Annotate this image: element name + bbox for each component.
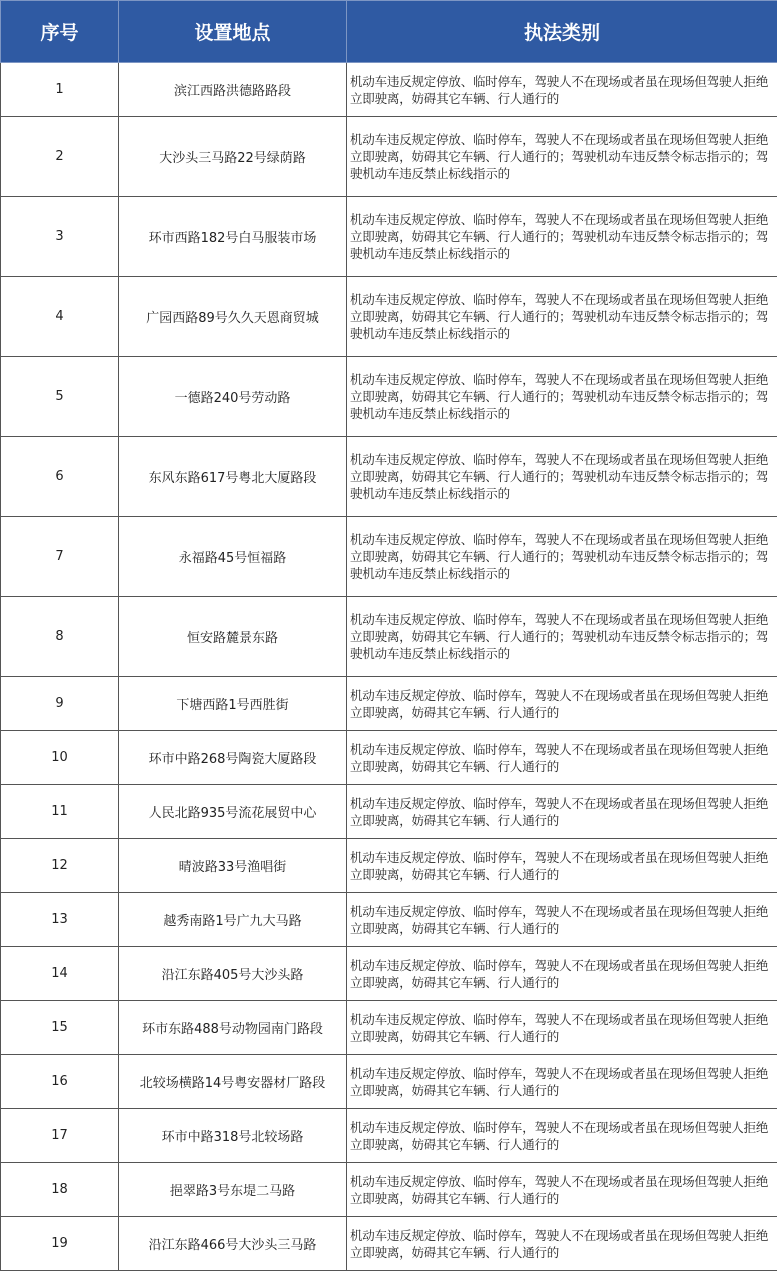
row-index: 1 [1,63,119,117]
row-category: 机动车违反规定停放、临时停车，驾驶人不在现场或者虽在现场但驾驶人拒绝立即驶离，妨碍其它车辆、行人通行的 [347,1109,777,1163]
header-location: 设置地点 [119,1,347,63]
row-index: 4 [1,277,119,357]
row-index: 2 [1,117,119,197]
table-row [1,731,777,785]
row-index: 13 [1,893,119,947]
table-row [1,1109,777,1163]
row-location: 越秀南路1号广九大马路 [119,893,347,947]
row-category: 机动车违反规定停放、临时停车，驾驶人不在现场或者虽在现场但驾驶人拒绝立即驶离，妨碍其它车辆、行人通行的；驾驶机动车违反禁令标志指示的；驾驶机动车违反禁止标线指示的 [347,597,777,677]
row-location: 东风东路617号粤北大厦路段 [119,437,347,517]
row-location: 环市中路318号北较场路 [119,1109,347,1163]
row-category: 机动车违反规定停放、临时停车，驾驶人不在现场或者虽在现场但驾驶人拒绝立即驶离，妨碍其它车辆、行人通行的；驾驶机动车违反禁令标志指示的；驾驶机动车违反禁止标线指示的 [347,277,777,357]
row-category: 机动车违反规定停放、临时停车，驾驶人不在现场或者虽在现场但驾驶人拒绝立即驶离，妨碍其它车辆、行人通行的；驾驶机动车违反禁令标志指示的；驾驶机动车违反禁止标线指示的 [347,357,777,437]
row-category: 机动车违反规定停放、临时停车，驾驶人不在现场或者虽在现场但驾驶人拒绝立即驶离，妨碍其它车辆、行人通行的 [347,785,777,839]
row-location: 环市中路268号陶瓷大厦路段 [119,731,347,785]
row-index: 18 [1,1163,119,1217]
row-category: 机动车违反规定停放、临时停车，驾驶人不在现场或者虽在现场但驾驶人拒绝立即驶离，妨碍其它车辆、行人通行的 [347,839,777,893]
row-index: 11 [1,785,119,839]
row-index: 6 [1,437,119,517]
table-row [1,357,777,437]
header-index: 序号 [1,1,119,63]
row-location: 恒安路麓景东路 [119,597,347,677]
row-index: 9 [1,677,119,731]
table-header [1,1,777,63]
row-index: 19 [1,1217,119,1271]
row-location: 挹翠路3号东堤二马路 [119,1163,347,1217]
row-location: 人民北路935号流花展贸中心 [119,785,347,839]
table-row [1,63,777,117]
row-category: 机动车违反规定停放、临时停车，驾驶人不在现场或者虽在现场但驾驶人拒绝立即驶离，妨碍其它车辆、行人通行的 [347,1001,777,1055]
row-location: 沿江东路466号大沙头三马路 [119,1217,347,1271]
row-category: 机动车违反规定停放、临时停车，驾驶人不在现场或者虽在现场但驾驶人拒绝立即驶离，妨碍其它车辆、行人通行的；驾驶机动车违反禁令标志指示的；驾驶机动车违反禁止标线指示的 [347,437,777,517]
table-row [1,1055,777,1109]
header-category: 执法类别 [347,1,777,63]
row-category: 机动车违反规定停放、临时停车，驾驶人不在现场或者虽在现场但驾驶人拒绝立即驶离，妨碍其它车辆、行人通行的；驾驶机动车违反禁令标志指示的；驾驶机动车违反禁止标线指示的 [347,197,777,277]
row-location: 大沙头三马路22号绿荫路 [119,117,347,197]
row-index: 15 [1,1001,119,1055]
table-row [1,947,777,1001]
row-location: 一德路240号劳动路 [119,357,347,437]
row-location: 滨江西路洪德路路段 [119,63,347,117]
row-location: 广园西路89号久久天恩商贸城 [119,277,347,357]
row-location: 环市西路182号白马服装市场 [119,197,347,277]
table-row [1,437,777,517]
header-row [1,1,777,63]
row-index: 17 [1,1109,119,1163]
row-index: 7 [1,517,119,597]
table-body [1,63,777,1271]
row-category: 机动车违反规定停放、临时停车，驾驶人不在现场或者虽在现场但驾驶人拒绝立即驶离，妨碍其它车辆、行人通行的；驾驶机动车违反禁令标志指示的；驾驶机动车违反禁止标线指示的 [347,517,777,597]
row-index: 12 [1,839,119,893]
row-index: 16 [1,1055,119,1109]
table-row [1,1001,777,1055]
row-location: 环市东路488号动物园南门路段 [119,1001,347,1055]
table-row [1,197,777,277]
row-location: 北较场横路14号粤安器材厂路段 [119,1055,347,1109]
row-category: 机动车违反规定停放、临时停车，驾驶人不在现场或者虽在现场但驾驶人拒绝立即驶离，妨碍其它车辆、行人通行的 [347,63,777,117]
row-category: 机动车违反规定停放、临时停车，驾驶人不在现场或者虽在现场但驾驶人拒绝立即驶离，妨碍其它车辆、行人通行的；驾驶机动车违反禁令标志指示的；驾驶机动车违反禁止标线指示的 [347,117,777,197]
table-row [1,893,777,947]
table-row [1,677,777,731]
table-row [1,517,777,597]
table-row [1,277,777,357]
row-category: 机动车违反规定停放、临时停车，驾驶人不在现场或者虽在现场但驾驶人拒绝立即驶离，妨碍其它车辆、行人通行的 [347,893,777,947]
table-row [1,1217,777,1271]
row-index: 14 [1,947,119,1001]
table-row [1,117,777,197]
row-index: 10 [1,731,119,785]
row-location: 下塘西路1号西胜街 [119,677,347,731]
row-index: 5 [1,357,119,437]
row-location: 晴波路33号渔唱街 [119,839,347,893]
row-location: 沿江东路405号大沙头路 [119,947,347,1001]
table-row [1,597,777,677]
row-location: 永福路45号恒福路 [119,517,347,597]
table-row [1,785,777,839]
row-index: 8 [1,597,119,677]
row-category: 机动车违反规定停放、临时停车，驾驶人不在现场或者虽在现场但驾驶人拒绝立即驶离，妨碍其它车辆、行人通行的 [347,1055,777,1109]
row-category: 机动车违反规定停放、临时停车，驾驶人不在现场或者虽在现场但驾驶人拒绝立即驶离，妨碍其它车辆、行人通行的 [347,947,777,1001]
row-category: 机动车违反规定停放、临时停车，驾驶人不在现场或者虽在现场但驾驶人拒绝立即驶离，妨碍其它车辆、行人通行的 [347,1217,777,1271]
table-row [1,839,777,893]
row-category: 机动车违反规定停放、临时停车，驾驶人不在现场或者虽在现场但驾驶人拒绝立即驶离，妨碍其它车辆、行人通行的 [347,731,777,785]
row-index: 3 [1,197,119,277]
table-row [1,1163,777,1217]
row-category: 机动车违反规定停放、临时停车，驾驶人不在现场或者虽在现场但驾驶人拒绝立即驶离，妨碍其它车辆、行人通行的 [347,1163,777,1217]
row-category: 机动车违反规定停放、临时停车，驾驶人不在现场或者虽在现场但驾驶人拒绝立即驶离，妨碍其它车辆、行人通行的 [347,677,777,731]
